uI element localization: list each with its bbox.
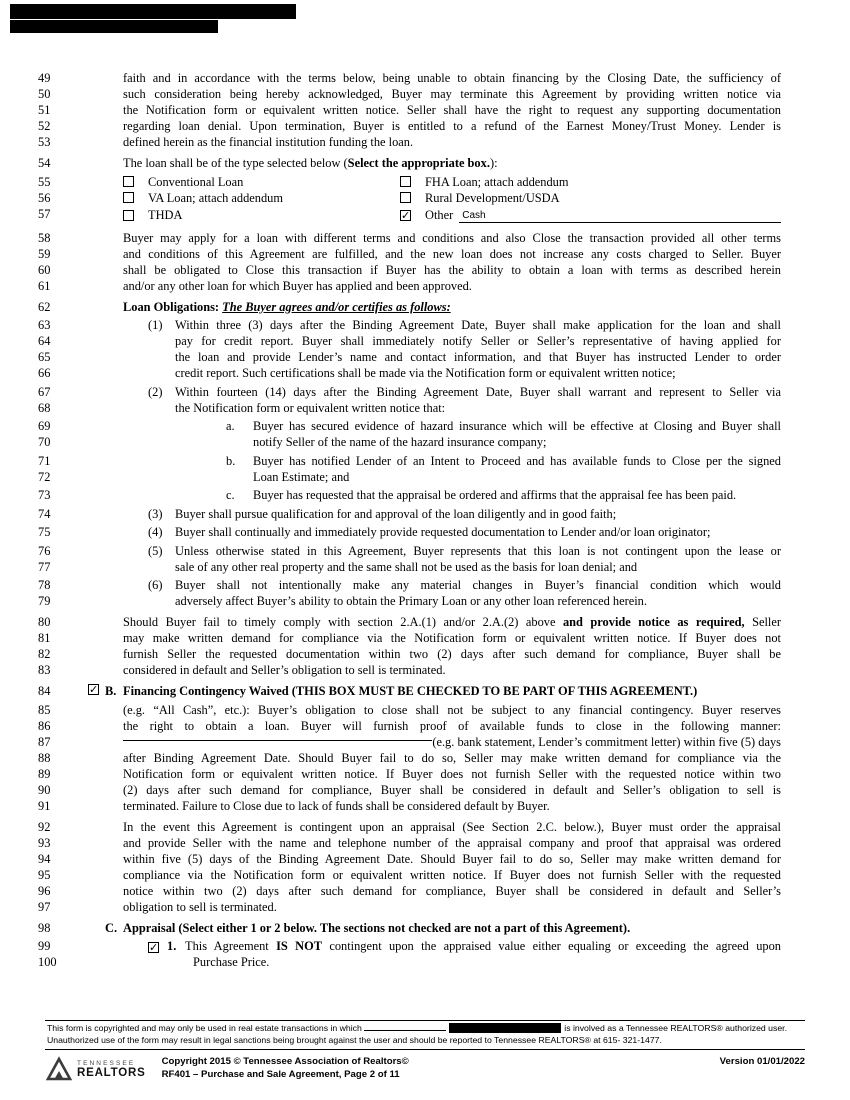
copyright-block [162, 1056, 409, 1081]
line-number: 100 [38, 955, 57, 969]
text-segment: within five (5) days of the Binding Agreement Date. Should Buyer fail to do so, Seller may make written demand for [123, 851, 781, 866]
doc-line-55 [38, 174, 781, 190]
text-segment: shall be obligated to Close this transaction if Buyer has the ability to obtain a loan with terms as described herein [123, 262, 781, 277]
section-letter: B. [105, 684, 117, 698]
line-number: 95 [38, 867, 51, 882]
line-content [123, 782, 781, 798]
doc-line-53 [38, 134, 781, 150]
text-segment: Loan Obligations: [123, 299, 220, 314]
line-number: 49 [38, 71, 51, 85]
checkbox-unchecked[interactable] [123, 176, 134, 187]
line-number: 62 [38, 299, 51, 314]
text-segment: This Agreement [185, 939, 277, 953]
doc-line-51 [38, 102, 781, 118]
text-segment: regarding loan denial. Upon termination, Buyer is entitled to a refund of the Earnest Money/Trust Money. Lender is [123, 119, 781, 133]
line-text: (e.g. bank statement, Lender’s commitment letter) within five (5) days [432, 734, 781, 749]
line-content [123, 506, 781, 522]
doc-line-95 [38, 867, 781, 883]
checkbox-label: Other [425, 208, 454, 222]
text-segment: credit report. Such certifications shall be made via the Notification form or equivalent written notice; [175, 366, 676, 380]
line-content [123, 646, 781, 662]
text-segment: furnish Seller the requested documentation within two (2) days after such demand for compliance, Buyer shall be [123, 647, 781, 661]
redaction-bar-top-2 [10, 20, 218, 33]
logo-tennessee: TENNESSEE [77, 1059, 136, 1067]
line-content [123, 246, 781, 262]
line-content [123, 798, 781, 814]
line-number: 54 [38, 156, 51, 170]
text-segment: and provide notice as required, [562, 615, 745, 629]
doc-line-84 [38, 683, 781, 699]
text-segment: Seller [744, 615, 781, 629]
doc-line-78 [38, 577, 781, 593]
line-content [123, 899, 781, 915]
doc-line-72 [38, 469, 781, 485]
checkbox-unchecked[interactable] [400, 176, 411, 187]
line-content [123, 278, 781, 294]
doc-line-49 [38, 70, 781, 86]
text-segment: Buyer has secured evidence of hazard insurance which will be effective at Closing and Buyer shall [253, 419, 781, 433]
line-number: 92 [38, 819, 51, 834]
doc-line-98 [38, 920, 781, 936]
line-number: 50 [38, 87, 51, 101]
text-segment: Buyer has notified Lender of an Intent to Proceed and has available funds to Close per the signed [253, 453, 781, 468]
line-number: 58 [38, 230, 51, 245]
doc-line-79 [38, 593, 781, 609]
loan-type-option [123, 174, 400, 190]
tennessee-realtors-logo [45, 1056, 146, 1082]
line-number: 88 [38, 750, 51, 765]
doc-line-58 [38, 230, 781, 246]
version-label: Version 01/01/2022 [719, 1056, 805, 1067]
line-number: 78 [38, 578, 51, 592]
line-number: 51 [38, 103, 51, 117]
text-segment: The Buyer agrees and/or certifies as follows: [222, 299, 451, 314]
doc-line-94 [38, 851, 781, 867]
doc-line-76 [38, 543, 781, 559]
text-segment: Unless otherwise stated in this Agreement, Buyer represents that this loan is not contingent upon the lease or [175, 543, 781, 558]
line-content [123, 230, 781, 246]
text-segment: Within fourteen (14) days after the Binding Agreement Date, Buyer shall warrant and represent to Seller via [175, 384, 781, 399]
redaction-bar-top-1 [10, 4, 296, 19]
text-segment: and conditions of this Agreement are fulfilled, and the new loan does not increase any costs charged to Seller. Buyer [123, 246, 781, 261]
text-segment: and/or any other loan for which Buyer has applied and been approved. [123, 278, 472, 293]
text-segment: faith and in accordance with the terms below, being unable to obtain financing by the Closing Date, the sufficiency of [123, 71, 781, 85]
line-number: 73 [38, 488, 51, 502]
text-segment: Notification form or equivalent written notice. If Buyer does not furnish Seller with the requested notice within two [123, 766, 781, 781]
line-content [123, 662, 781, 678]
line-number: 53 [38, 135, 51, 149]
doc-line-57 [38, 206, 781, 225]
doc-line-99 [38, 938, 781, 954]
line-content [123, 559, 781, 575]
line-content [123, 819, 781, 835]
text-segment: the loan and provide Lender’s name and contact information, and that Buyer has instructed Lender to order [175, 350, 781, 364]
doc-line-54 [38, 155, 781, 171]
doc-line-64 [38, 333, 781, 349]
line-content [123, 718, 781, 734]
line-content [123, 614, 781, 630]
line-content [123, 593, 781, 609]
line-number: 67 [38, 384, 51, 399]
doc-line-69 [38, 418, 781, 434]
line-content [89, 683, 781, 699]
line-content [123, 766, 781, 782]
line-content [123, 630, 781, 646]
line-number: 84 [38, 684, 51, 698]
doc-line-97 [38, 899, 781, 915]
fill-in-value: Cash [462, 209, 486, 221]
line-content [123, 487, 781, 503]
text-segment: ): [489, 156, 498, 170]
list-marker: (1) [148, 318, 163, 332]
text-segment: Buyer has requested that the appraisal be ordered and affirms that the appraisal fee has been paid. [253, 488, 737, 502]
logo-realtors: REALTORS [77, 1066, 146, 1079]
disclaimer-text-post: is involved as a Tennessee REALTORS® authorized user. Unauthorized use of the form may result in legal sanctions being brought against the user and should be reported to Tennessee REALTORS® at 615- 321-1477. [47, 1023, 788, 1045]
doc-line-93 [38, 835, 781, 851]
line-number: 86 [38, 718, 51, 733]
line-number: 56 [38, 190, 51, 205]
doc-line-56 [38, 190, 781, 206]
doc-line-60 [38, 262, 781, 278]
text-segment: compliance via the Notification form or equivalent written notice. If Buyer does not furnish Seller with the requested [123, 867, 781, 882]
line-number: 52 [38, 119, 51, 133]
doc-line-77 [38, 559, 781, 575]
line-number: 96 [38, 883, 51, 898]
doc-line-91 [38, 798, 781, 814]
disclaimer-text-pre: This form is copyrighted and may only be used in real estate transactions in which [47, 1023, 362, 1033]
doc-line-80 [38, 614, 781, 630]
fill-in-blank[interactable] [123, 740, 432, 741]
text-segment: (e.g. “All Cash”, etc.): Buyer’s obligation to close shall not be subject to any financial contingency. Buyer reserves [123, 702, 781, 717]
line-number: 60 [38, 262, 51, 277]
line-number: 93 [38, 835, 51, 850]
text-segment: terminated. Failure to Close due to lack of funds shall be considered default by Buyer. [123, 798, 550, 813]
doc-line-89 [38, 766, 781, 782]
form-id-line: RF401 – Purchase and Sale Agreement, Page 2 of 11 [161, 1068, 400, 1080]
line-content [123, 118, 781, 134]
line-number: 98 [38, 920, 51, 935]
line-number: 99 [38, 939, 51, 953]
list-marker: 1. [167, 939, 177, 953]
text-segment: sale of any other real property and the same shall not be used as the basis for loan denial; and [175, 559, 638, 574]
line-content [123, 86, 781, 102]
line-number: 61 [38, 278, 51, 293]
line-content [123, 102, 781, 118]
doc-line-85 [38, 702, 781, 718]
list-marker: (4) [148, 525, 163, 539]
line-content [123, 299, 781, 315]
checkbox-unchecked[interactable] [400, 192, 411, 203]
text-segment: adversely affect Buyer’s ability to obtain the Primary Loan or any other loan referenced herein. [175, 594, 647, 608]
line-number: 80 [38, 615, 51, 629]
line-content [123, 938, 781, 954]
line-number: 87 [38, 734, 51, 749]
text-segment: (2) days after such demand for compliance, Buyer shall be considered in default and Seller’s obligation to sell is [123, 782, 781, 797]
doc-line-52 [38, 118, 781, 134]
list-marker: (2) [148, 384, 163, 399]
doc-line-70 [38, 434, 781, 450]
checkbox-unchecked[interactable] [123, 192, 134, 203]
line-content [105, 920, 781, 936]
line-number: 68 [38, 400, 51, 415]
line-number: 70 [38, 435, 51, 449]
line-number: 81 [38, 631, 51, 645]
list-marker: b. [226, 453, 236, 468]
doc-line-88 [38, 750, 781, 766]
loan-type-option [123, 207, 400, 223]
doc-line-63 [38, 317, 781, 333]
line-content [123, 190, 781, 206]
line-number: 57 [38, 206, 51, 221]
doc-line-65 [38, 349, 781, 365]
text-segment: notify Seller of the name of the hazard insurance company; [253, 435, 547, 449]
footer [45, 1056, 805, 1082]
text-segment: notice within two (2) days after such demand for compliance, Buyer shall be considered in default and Seller’s [123, 883, 781, 898]
text-segment: Purchase Price. [193, 955, 270, 969]
checkbox-label: FHA Loan; attach addendum [425, 174, 569, 189]
text-segment: the Notification form or equivalent written notice. Seller shall have the right to request any supporting documentation [123, 103, 781, 117]
doc-line-86 [38, 718, 781, 734]
line-content [123, 734, 781, 750]
text-segment: Buyer shall continually and immediately provide requested documentation to Lender and/or loan originator; [175, 525, 711, 539]
text-segment: obligation to sell is terminated. [123, 899, 277, 914]
line-number: 63 [38, 318, 51, 332]
line-content [123, 434, 781, 450]
doc-line-71 [38, 453, 781, 469]
text-segment: Within three (3) days after the Binding Agreement Date, Buyer shall make application for the loan and shall [175, 318, 781, 332]
line-number: 89 [38, 766, 51, 781]
section-letter: C. [105, 920, 118, 935]
text-segment: IS NOT [276, 939, 322, 953]
text-segment: defined herein as the financial institution funding the loan. [123, 135, 414, 149]
text-segment: Buyer may apply for a loan with different terms and conditions and also Close the transaction provided all other terms [123, 230, 781, 245]
doc-line-83 [38, 662, 781, 678]
line-content [123, 867, 781, 883]
text-segment: Buyer shall not intentionally make any material changes in Buyer’s financial condition which would [175, 578, 781, 592]
doc-line-75 [38, 524, 781, 540]
line-content [123, 206, 781, 225]
doc-line-100 [38, 954, 781, 970]
loan-type-option [400, 190, 781, 206]
line-number: 55 [38, 174, 51, 189]
list-marker: c. [226, 488, 235, 502]
doc-line-74 [38, 506, 781, 522]
line-content [123, 954, 781, 970]
line-number: 74 [38, 506, 51, 521]
checkbox-label: Conventional Loan [148, 174, 244, 189]
line-number: 69 [38, 419, 51, 433]
text-segment: and provide Seller with the name and telephone number of the appraisal company and proof that appraisal was ordered [123, 835, 781, 850]
line-content [123, 524, 781, 540]
line-content [123, 262, 781, 278]
line-content [123, 333, 781, 349]
line-number: 64 [38, 334, 51, 348]
document-lines [38, 70, 781, 970]
doc-line-82 [38, 646, 781, 662]
text-segment: In the event this Agreement is contingent upon an appraisal (See Section 2.C. below.), Buyer must order the appraisal [123, 819, 781, 834]
line-number: 59 [38, 246, 51, 261]
text-segment: Select the appropriate box. [347, 156, 490, 170]
line-number: 85 [38, 702, 51, 717]
loan-type-option [400, 174, 781, 190]
doc-line-90 [38, 782, 781, 798]
line-content [123, 365, 781, 381]
checkbox-label: Rural Development/USDA [425, 190, 560, 205]
line-number: 83 [38, 663, 51, 677]
line-content [123, 469, 781, 485]
checkbox-label: THDA [148, 208, 183, 222]
line-number: 75 [38, 525, 51, 539]
redaction-bar-footer [449, 1023, 561, 1033]
text-segment: contingent upon the appraised value either equaling or exceeding the agreed upon [321, 939, 781, 953]
doc-line-68 [38, 400, 781, 416]
line-content [123, 418, 781, 434]
doc-line-66 [38, 365, 781, 381]
line-number: 66 [38, 366, 51, 380]
text-segment: after Binding Agreement Date. Should Buyer fail to do so, Seller may make written demand for compliance via the [123, 750, 781, 765]
checkbox-checked[interactable]: ✓ [89, 683, 99, 696]
text-segment: considered in default and Seller’s obligation to sell is terminated. [123, 663, 446, 677]
text-segment: Should Buyer fail to timely comply with section 2.A.(1) and/or 2.A.(2) above [123, 615, 563, 629]
line-number: 77 [38, 559, 51, 574]
line-number: 90 [38, 782, 51, 797]
doc-line-73 [38, 487, 781, 503]
list-marker: a. [226, 419, 235, 433]
checkbox-unchecked[interactable] [123, 210, 134, 221]
line-content [123, 317, 781, 333]
list-marker: (6) [148, 578, 163, 592]
line-content [123, 851, 781, 867]
text-segment: Financing Contingency Waived (THIS BOX MUST BE CHECKED TO BE PART OF THIS AGREEMENT.) [123, 684, 698, 698]
line-content [123, 750, 781, 766]
text-segment: Appraisal (Select either 1 or 2 below. The sections not checked are not a part of this Agreement). [123, 920, 631, 935]
fill-in-blank[interactable] [364, 1023, 446, 1031]
text-segment: pay for credit report. Buyer shall immediately notify Seller or Seller’s representative of having applied for [175, 334, 781, 348]
line-number: 94 [38, 851, 51, 866]
list-marker: (5) [148, 543, 163, 558]
line-number: 76 [38, 543, 51, 558]
line-content [123, 400, 781, 416]
doc-line-96 [38, 883, 781, 899]
copyright-disclaimer [45, 1020, 805, 1050]
line-content [123, 883, 781, 899]
loan-type-option [400, 206, 781, 225]
line-number: 97 [38, 899, 51, 914]
text-segment: the Notification form or equivalent written notice that: [175, 400, 446, 415]
list-marker: (3) [148, 506, 163, 521]
line-number: 82 [38, 647, 51, 661]
doc-line-87 [38, 734, 781, 750]
doc-line-81 [38, 630, 781, 646]
text-segment: Buyer shall pursue qualification for and approval of the loan diligently and in good faith; [175, 506, 617, 521]
text-segment: The loan shall be of the type selected below ( [123, 156, 348, 170]
doc-line-62 [38, 299, 781, 315]
fill-in-blank[interactable] [459, 206, 781, 223]
line-number: 79 [38, 594, 51, 608]
checkbox-checked[interactable]: ✓ [401, 208, 411, 222]
line-content [123, 453, 781, 469]
line-content [123, 702, 781, 718]
line-content [123, 543, 781, 559]
loan-type-option [123, 190, 400, 206]
text-segment: Loan Estimate; and [253, 469, 350, 484]
line-number: 91 [38, 798, 51, 813]
doc-line-92 [38, 819, 781, 835]
line-content [123, 155, 781, 171]
copyright-line: Copyright 2015 © Tennessee Association of Realtors© [161, 1056, 409, 1067]
line-number: 71 [38, 453, 51, 468]
line-content [123, 174, 781, 190]
checkbox-checked[interactable]: ✓ [149, 941, 159, 954]
doc-line-59 [38, 246, 781, 262]
line-content [123, 577, 781, 593]
logo-text [77, 1060, 146, 1079]
line-content [123, 134, 781, 150]
doc-line-61 [38, 278, 781, 294]
doc-line-50 [38, 86, 781, 102]
line-number: 72 [38, 469, 51, 484]
doc-line-67 [38, 384, 781, 400]
line-content [123, 349, 781, 365]
text-segment: the right to obtain a loan. Buyer will furnish proof of available funds to close in the following manner: [123, 718, 781, 733]
line-content [123, 835, 781, 851]
line-content [123, 70, 781, 86]
text-segment: may make written demand for compliance via the Notification form or equivalent written notice. If Buyer does not [123, 631, 781, 645]
line-number: 65 [38, 350, 51, 364]
logo-triangle-icon [45, 1056, 73, 1082]
line-content [123, 384, 781, 400]
checkbox-label: VA Loan; attach addendum [148, 190, 284, 205]
text-segment: such consideration being hereby acknowledged, Buyer may terminate this Agreement by providing written notice via [123, 87, 781, 101]
